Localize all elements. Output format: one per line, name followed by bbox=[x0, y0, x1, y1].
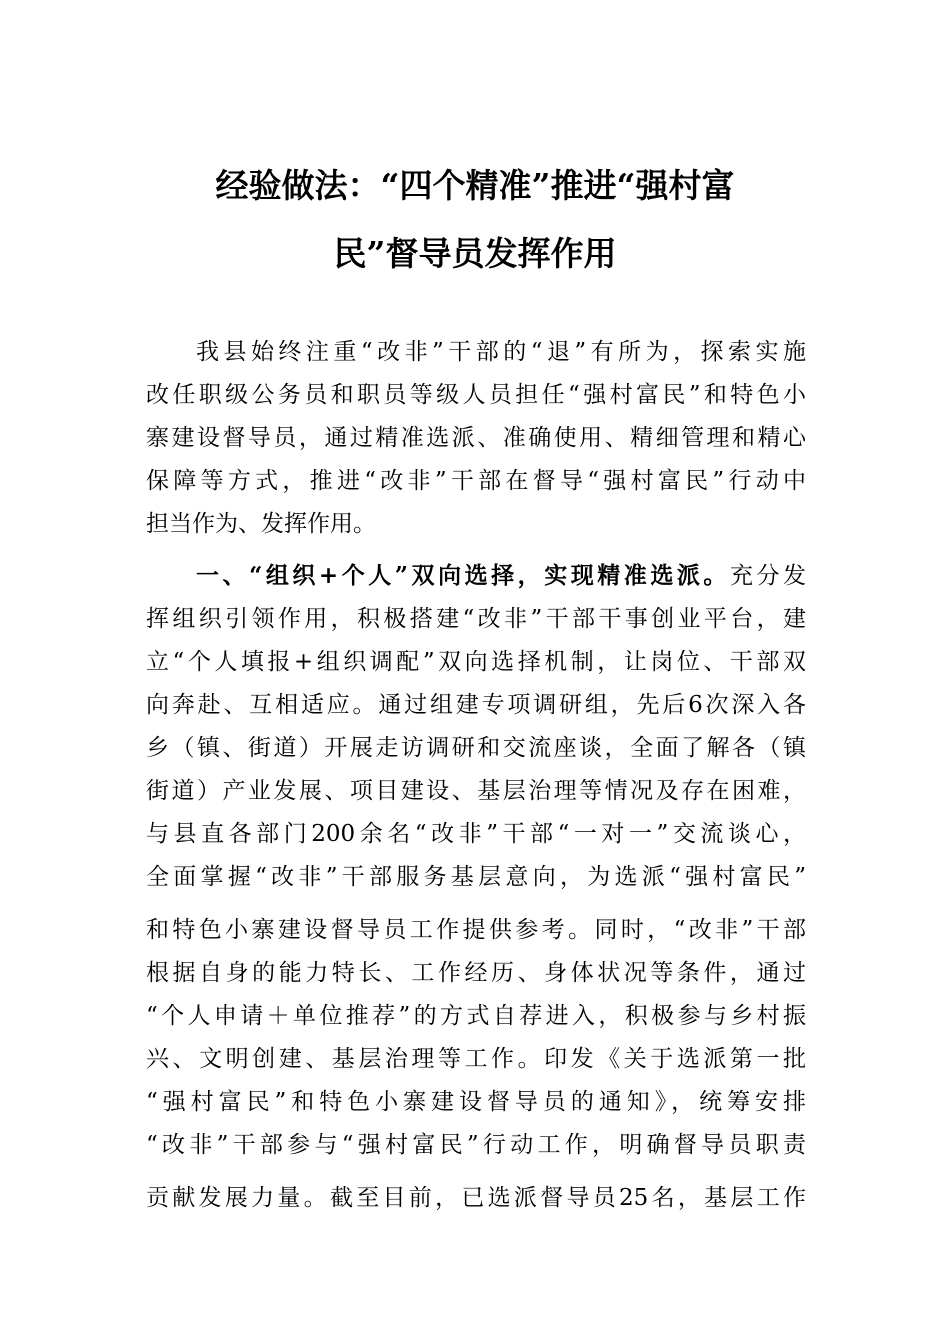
title-line-2: 民”督导员发挥作用 bbox=[333, 234, 617, 273]
body-line: 乡（镇、街道）开展走访调研和交流座谈，全面了解各（镇 bbox=[146, 735, 806, 761]
body-line: “个人申请＋单位推荐”的方式自荐进入，积极参与乡村振 bbox=[146, 1003, 806, 1029]
body-line: 全面掌握“改非”干部服务基层意向，为选派“强村富民” bbox=[146, 864, 806, 890]
intro-line: 保障等方式，推进“改非”干部在督导“强村富民”行动中 bbox=[146, 468, 806, 494]
intro-line: 担当作为、发挥作用。 bbox=[146, 511, 376, 537]
body-line: 根据自身的能力特长、工作经历、身体状况等条件，通过 bbox=[146, 960, 806, 986]
body-line: 贡献发展力量。截至目前，已选派督导员25名，基层工作 bbox=[146, 1185, 806, 1211]
title-line-1: 经验做法：“四个精准”推进“强村富 bbox=[215, 166, 735, 205]
body-line: 和特色小寨建设督导员工作提供参考。同时，“改非”干部 bbox=[146, 917, 806, 943]
body-line: 兴、文明创建、基层治理等工作。印发《关于选派第一批 bbox=[146, 1046, 806, 1072]
body-line: 挥组织引领作用，积极搭建“改非”干部干事创业平台，建 bbox=[146, 606, 806, 632]
body-line: 与县直各部门200余名“改非”干部“一对一”交流谈心， bbox=[146, 821, 806, 847]
intro-line: 改任职级公务员和职员等级人员担任“强村富民”和特色小 bbox=[146, 382, 806, 408]
intro-line: 我县始终注重“改非”干部的“退”有所为，探索实施 bbox=[196, 339, 806, 365]
section1-first-line bbox=[196, 561, 806, 591]
section1-first-line-rest: 充分发 bbox=[729, 563, 807, 589]
intro-line: 寨建设督导员，通过精准选派、准确使用、精细管理和精心 bbox=[146, 425, 806, 451]
body-line: 立“个人填报+组织调配”双向选择机制，让岗位、干部双 bbox=[146, 649, 806, 675]
section1-heading: 一、“组织+个人”双向选择，实现精准选派。 bbox=[196, 562, 730, 589]
body-line: “改非”干部参与“强村富民”行动工作，明确督导员职责 bbox=[146, 1132, 806, 1158]
body-line: “强村富民”和特色小寨建设督导员的通知》，统筹安排 bbox=[146, 1089, 806, 1115]
body-line: 向奔赴、互相适应。通过组建专项调研组，先后6次深入各 bbox=[146, 692, 806, 718]
body-line: 街道）产业发展、项目建设、基层治理等情况及存在困难， bbox=[146, 778, 806, 804]
